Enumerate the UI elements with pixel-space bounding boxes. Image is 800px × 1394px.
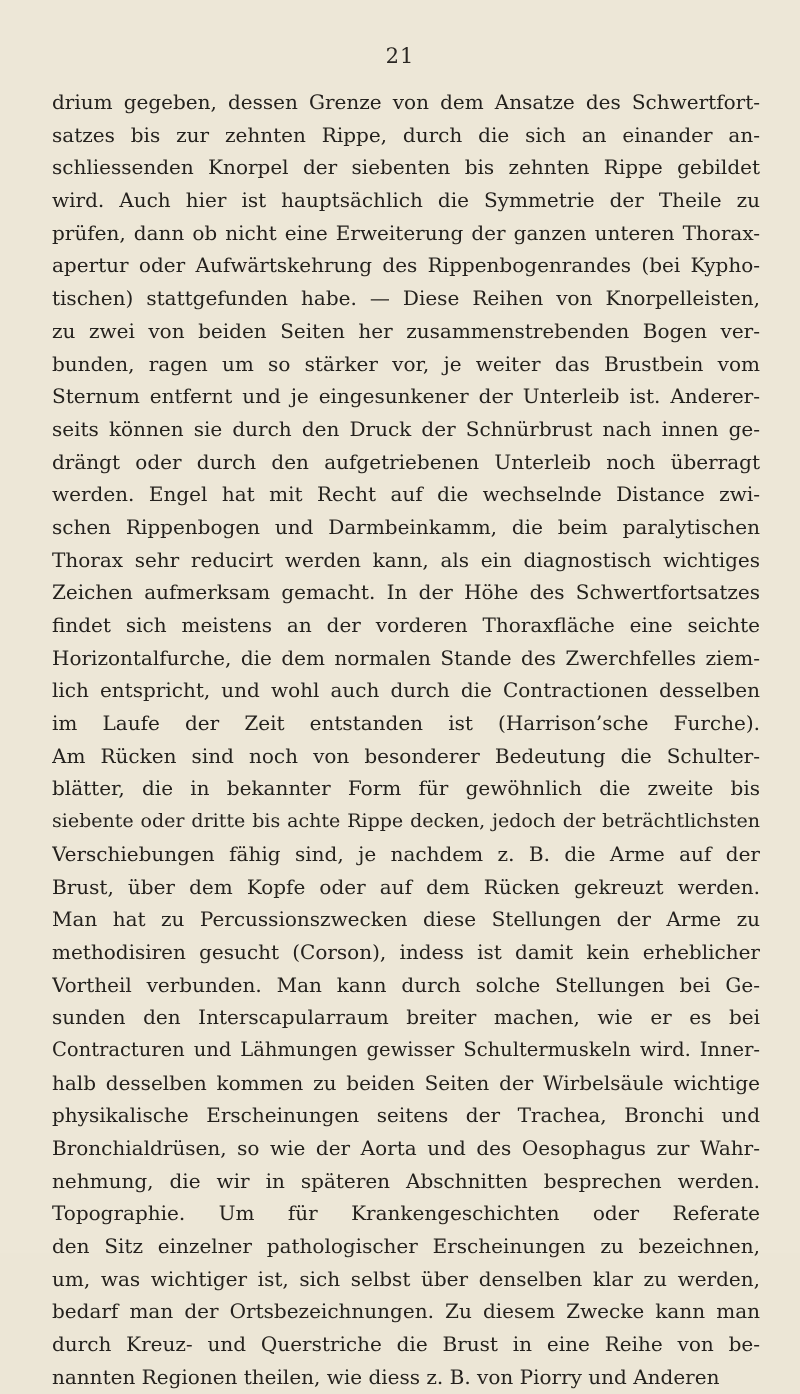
text-line: zu zwei von beiden Seiten her zusammenstrebenden Bogen ver- <box>52 318 760 343</box>
text-line: im Laufe der Zeit entstanden ist (Harrison’sche Furche). <box>52 711 760 736</box>
text-line: Contracturen und Lähmungen gewisser Schultermuskeln wird. Inner- <box>52 1037 760 1061</box>
text-line: siebente oder dritte bis achte Rippe decken, jedoch der beträchtlichsten <box>52 810 760 833</box>
text-line: findet sich meistens an der vorderen Thoraxfläche eine seichte <box>52 613 760 637</box>
text-line: durch Kreuz- und Querstriche die Brust in eine Reihe von be- <box>52 1332 760 1357</box>
body-text <box>52 86 760 1394</box>
text-line: Zeichen aufmerksam gemacht. In der Höhe des Schwertfortsatzes <box>52 580 760 605</box>
text-line: Sternum entfernt und je eingesunkener der Unterleib ist. Anderer- <box>52 384 760 409</box>
text-line: Thorax sehr reducirt werden kann, als ein diagnostisch wichtiges <box>52 547 760 572</box>
text-line: Am Rücken sind noch von besonderer Bedeutung die Schulter- <box>52 743 760 768</box>
text-line: lich entspricht, und wohl auch durch die Contractionen desselben <box>52 678 760 703</box>
text-line: den Sitz einzelner pathologischer Erscheinungen zu bezeichnen, <box>52 1234 760 1259</box>
text-line: Verschiebungen fähig sind, je nachdem z. B. die Arme auf der <box>52 841 760 866</box>
text-line: seits können sie durch den Druck der Schnürbrust nach innen ge- <box>52 416 760 441</box>
text-line: drängt oder durch den aufgetriebenen Unterleib noch überragt <box>52 449 760 474</box>
text-line: Brust, über dem Kopfe oder auf dem Rücken gekreuzt werden. <box>52 874 760 899</box>
text-line: tischen) stattgefunden habe. — Diese Reihen von Knorpelleisten, <box>52 286 760 311</box>
page-number: 21 <box>385 44 415 68</box>
text-line: bedarf man der Ortsbezeichnungen. Zu diesem Zwecke kann man <box>52 1299 760 1324</box>
text-line: bunden, ragen um so stärker vor, je weiter das Brustbein vom <box>52 351 760 376</box>
text-line: methodisiren gesucht (Corson), indess ist damit kein erheblicher <box>52 939 760 964</box>
text-line: schliessenden Knorpel der siebenten bis zehnten Rippe gebildet <box>52 155 760 180</box>
text-line: Vortheil verbunden. Man kann durch solche Stellungen bei Ge- <box>52 972 760 997</box>
text-line: prüfen, dann ob nicht eine Erweiterung der ganzen unteren Thorax- <box>52 220 760 245</box>
text-line: werden. Engel hat mit Recht auf die wechselnde Distance zwi- <box>52 482 760 507</box>
text-line: Horizontalfurche, die dem normalen Stande des Zwerchfelles ziem- <box>52 645 760 670</box>
text-line: wird. Auch hier ist hauptsächlich die Symmetrie der Theile zu <box>52 188 760 213</box>
text-line: drium gegeben, dessen Grenze von dem Ansatze des Schwertfort- <box>52 90 760 114</box>
text-line: Bronchialdrüsen, so wie der Aorta und des Oesophagus zur Wahr- <box>52 1136 760 1160</box>
text-line: Man hat zu Percussionszwecken diese Stellungen der Arme zu <box>52 907 760 932</box>
text-line: um, was wichtiger ist, sich selbst über denselben klar zu werden, <box>52 1266 760 1291</box>
text-line: sunden den Interscapularraum breiter machen, wie er es bei <box>52 1005 760 1030</box>
text-line: blätter, die in bekannter Form für gewöhnlich die zweite bis <box>52 776 760 801</box>
text-line: physikalische Erscheinungen seitens der Trachea, Bronchi und <box>52 1103 760 1128</box>
text-line: nehmung, die wir in späteren Abschnitten besprechen werden. <box>52 1168 760 1193</box>
text-line: satzes bis zur zehnten Rippe, durch die sich an einander an- <box>52 122 760 147</box>
text-line: schen Rippenbogen und Darmbeinkamm, die beim paralytischen <box>52 514 760 539</box>
text-line: Topographie. Um für Krankengeschichten oder Referate <box>52 1201 760 1226</box>
text-line: apertur oder Aufwärtskehrung des Rippenbogenrandes (bei Kypho- <box>52 253 760 278</box>
text-line: nannten Regionen theilen, wie diess z. B. von Piorry und Anderen <box>52 1364 720 1389</box>
text-line: halb desselben kommen zu beiden Seiten der Wirbelsäule wichtige <box>52 1070 760 1095</box>
